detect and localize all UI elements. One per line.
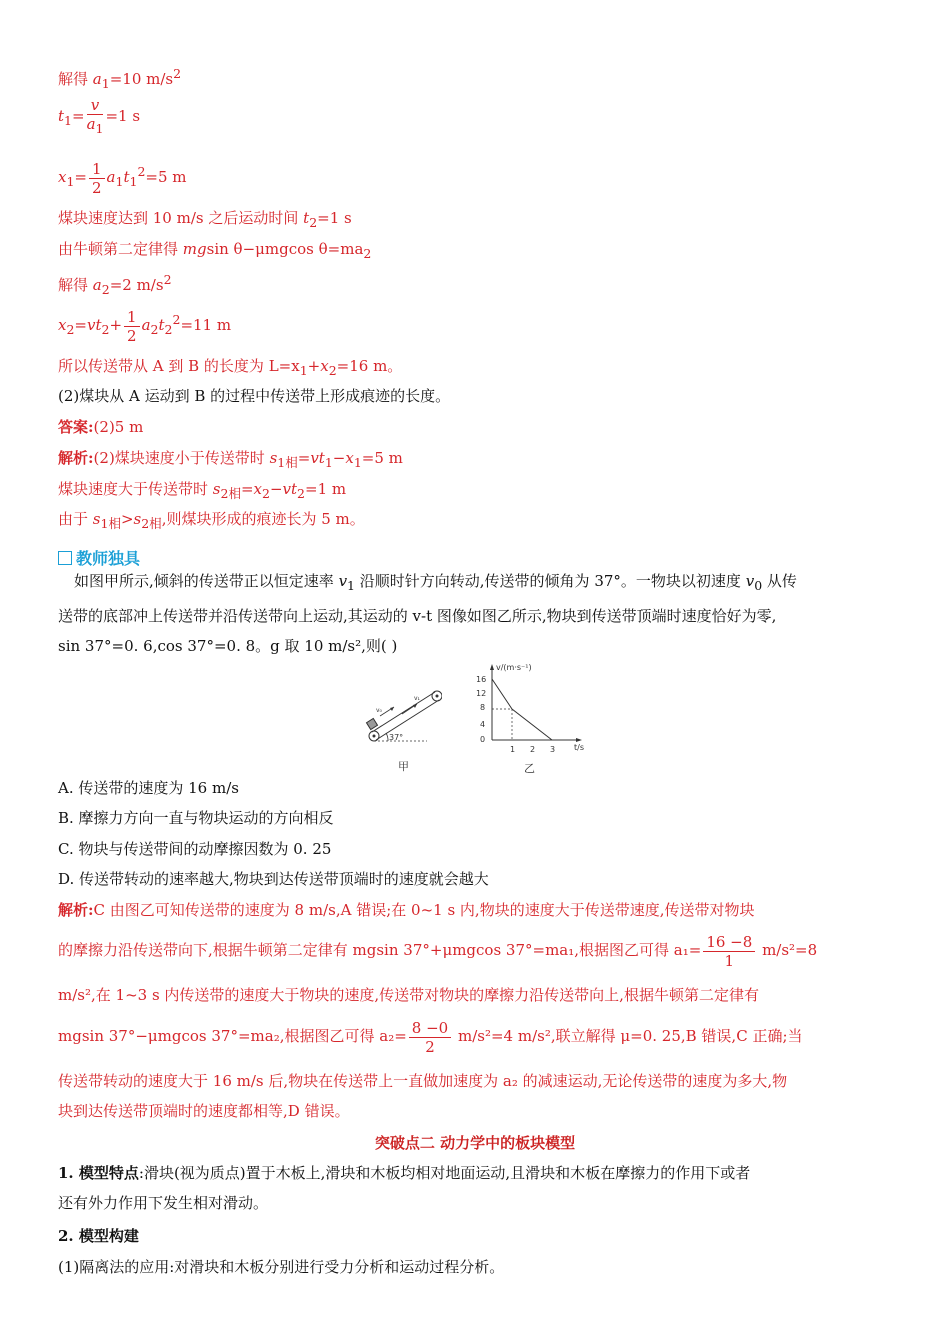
checkbox-icon: [58, 551, 72, 565]
option-c: C. 物块与传送带间的动摩擦因数为 0. 25: [58, 840, 332, 858]
teacher-analysis-1: 解析:C 由图乙可知传送带的速度为 8 m/s,A 错误;在 0~1 s 内,物块的速度大于传送带速度,传送带对物块: [58, 901, 755, 919]
model-build-heading: 2. 模型构建: [58, 1227, 139, 1245]
svg-text:1: 1: [510, 745, 516, 754]
figure-conveyor: [362, 678, 442, 778]
option-a: A. 传送带的速度为 16 m/s: [58, 779, 239, 797]
svg-text:v/(m·s⁻¹): v/(m·s⁻¹): [496, 663, 532, 672]
teacher-analysis-3: m/s²,在 1~3 s 内传送带的速度大于物块的速度,传送带对物块的摩擦力沿传送带向上,根据牛顿第二定律有: [58, 986, 759, 1004]
angle-label: 37°: [389, 733, 404, 742]
section-title: 突破点二 动力学中的板块模型: [374, 1134, 576, 1152]
svg-text:16: 16: [476, 675, 487, 684]
solution-line-1: 解得 $a_1=10$ $m/s^2$: [58, 66, 182, 91]
solution-line-8: 所以传送带从 A 到 B 的长度为 $L=x_1+x_2=16$ m。: [58, 357, 403, 378]
svg-text:2: 2: [530, 745, 536, 754]
svg-text:v₁: v₁: [414, 695, 420, 702]
teacher-analysis-4: mgsin 37°−μmgcos 37°=ma₂,根据图乙可得 a₂= $\frac{8 -0}{2}$ m/s²=4 m/s²,联立解得 μ=0. 25,B 错误,C 正确;当: [58, 1018, 803, 1056]
solution-line-7: $x_2=vt_2+$ $\frac{1}{2}$ $a_2t_2^2=11$ m: [58, 307, 232, 345]
solution-line-4: 煤块速度达到 10 m/s 之后运动时间 $t_2=1$ s: [58, 209, 352, 230]
isolation-method: (1)隔离法的应用:对滑块和木板分别进行受力分析和运动过程分析。: [58, 1258, 505, 1276]
svg-text:3: 3: [550, 745, 556, 754]
model-features: 1. 模型特点:滑块(视为质点)置于木板上,滑块和木板均相对地面运动,且滑块和木板在摩擦力的作用下或者 还有外力作用下发生相对滑动。: [58, 1164, 751, 1212]
solution-line-3: $x_1=$ $\frac{1}{2}$ $a_1t_1^2=5$ m: [58, 159, 187, 197]
svg-text:4: 4: [480, 720, 486, 729]
answer-line: 答案:(2)5 m: [58, 418, 144, 436]
teacher-stem: 如图甲所示,倾斜的传送带正以恒定速率 $v_1$ 沿顺时针方向转动,传送带的倾角为 37°。一物块以初速度 $v_0$ 从传 送带的底部冲上传送带并沿传送带向上运动,其运动的 v-t 图像如图乙所示,物块到传送带顶端时速度恰好为零, sin 37°=0. 6,cos 37°=0. 8。g 取 10 m/s²,则( ): [58, 572, 797, 655]
teacher-analysis-6: 块到达传送带顶端时的速度都相等,D 错误。: [58, 1102, 350, 1120]
figure-vt-graph: [470, 660, 590, 778]
solution-line-2: $t_1=$ $\frac{v}{a_1}$ =1 s: [58, 96, 141, 136]
svg-text:v₀: v₀: [376, 707, 382, 714]
analysis-line-3: 由于 $s_{1相}>s_{2相}$,则煤块形成的痕迹长为 5 m。: [58, 510, 365, 531]
analysis-line-2: 煤块速度大于传送带时 $s_{2相}=x_2-vt_2=1$ m: [58, 480, 347, 501]
svg-text:0: 0: [480, 735, 486, 744]
svg-text:12: 12: [476, 689, 487, 698]
svg-text:t/s: t/s: [574, 743, 584, 752]
teacher-heading: 教师独具: [58, 546, 140, 569]
teacher-analysis-2: 的摩擦力沿传送带向下,根据牛顿第二定律有 mgsin 37°+μmgcos 37°=ma₁,根据图乙可得 a₁= $\frac{16 -8}{1}$ m/s²=8: [58, 932, 818, 970]
solution-line-6: 解得 $a_2=2$ $m/s^2$: [58, 272, 172, 297]
figure-a-label: 甲: [398, 760, 409, 773]
question-2: (2)煤块从 A 运动到 B 的过程中传送带上形成痕迹的长度。: [58, 387, 451, 405]
teacher-analysis-5: 传送带转动的速度大于 16 m/s 后,物块在传送带上一直做加速度为 a₂ 的减速运动,无论传送带的速度为多大,物: [58, 1072, 788, 1090]
solution-line-5: 由牛顿第二定律得 mgsin θ−μmgcos $\theta=ma_2$: [58, 240, 372, 261]
analysis-line-1: 解析:(2)煤块速度小于传送带时 $s_{1相}=vt_1-x_1=5$ m: [58, 449, 403, 470]
svg-text:8: 8: [480, 703, 486, 712]
figure-b-label: 乙: [524, 762, 535, 775]
option-d: D. 传送带转动的速率越大,物块到达传送带顶端时的速度就会越大: [58, 870, 489, 888]
option-b: B. 摩擦力方向一直与物块运动的方向相反: [58, 809, 334, 827]
